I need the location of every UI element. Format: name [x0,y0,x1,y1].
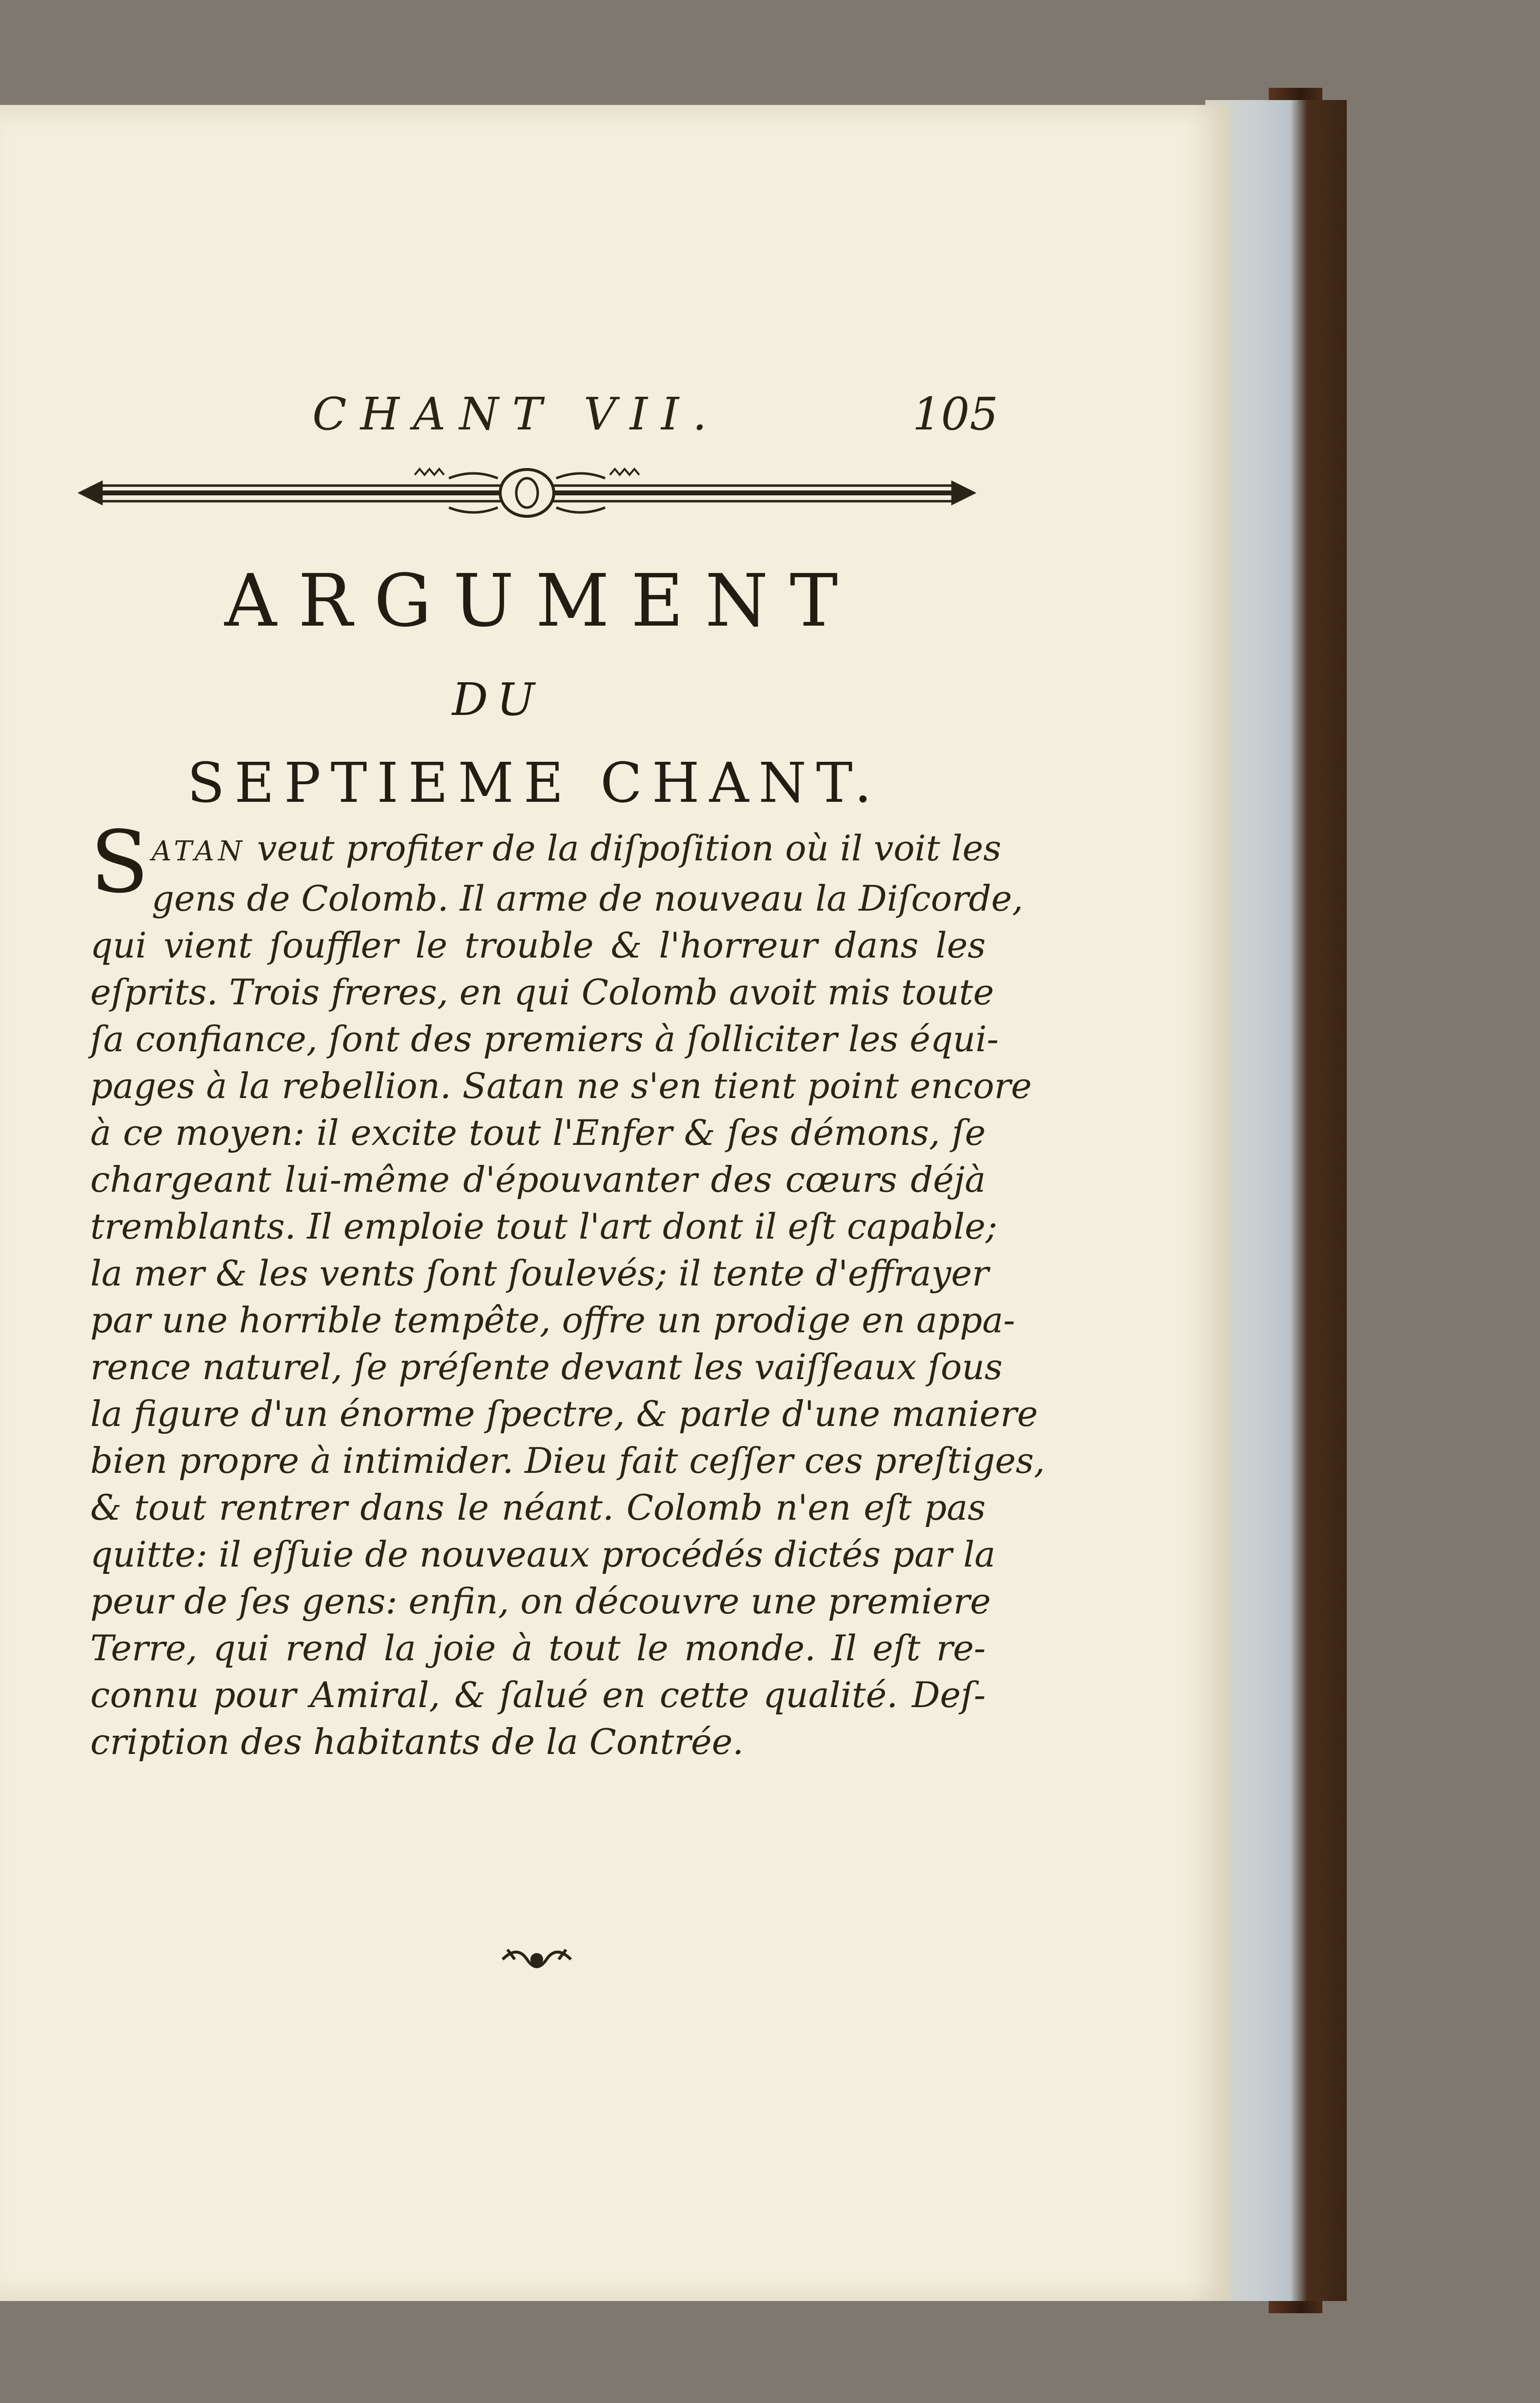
drop-cap: S [90,813,149,912]
page-number: 105 [912,388,998,440]
text-line: tremblants. Il emploie tout l'art dont il eſt capable; [90,1206,997,1247]
title-argument: ARGUMENT [224,559,860,643]
header-ornament-icon [73,466,981,520]
text-line: connu pour Amiral, & ſalué en cette qualité. Deſ- [90,1674,986,1715]
running-head: CHANT VII. [312,388,721,440]
text-line: eſprits. Trois freres, en qui Colomb avoit mis toute [90,972,994,1013]
book-page [0,105,1230,2301]
line-1-rest: veut profiter de la diſpoſition où il voit les [246,828,1001,869]
text-line: cription des habitants de la Contrée. [90,1721,744,1762]
argument-text [90,813,1045,1765]
text-line: rence naturel, ſe préſente devant les vaiſſeaux ſous [90,1346,1003,1387]
text-line: gens de Colomb. Il arme de nouveau la Diſcorde, [151,878,1023,919]
text-line: qui vient ſouffler le trouble & l'horreur dans les [90,925,986,966]
text-line: ſa confiance, ſont des premiers à ſolliciter les équi- [90,1018,999,1059]
text-line: la mer & les vents ſont ſoulevés; il tente d'effrayer [90,1253,989,1294]
title-du: DU [452,673,544,726]
text-line [90,825,1001,875]
text-line: chargeant lui-même d'épouvanter des cœurs déjà [90,1159,986,1200]
text-line: peur de ſes gens: enfin, on découvre une premiere [90,1581,991,1622]
text-line: par une horrible tempête, offre un prodige en appa- [90,1300,1015,1341]
text-line: & tout rentrer dans le néant. Colomb n'en eſt pas [90,1487,986,1528]
title-chant: SEPTIEME CHANT. [187,752,882,815]
text-line: la figure d'un énorme ſpectre, & parle d'une maniere [90,1393,1038,1434]
text-line: Terre, qui rend la joie à tout le monde. Il eſt re- [90,1628,986,1669]
text-line: bien propre à intimider. Dieu fait ceſſer ces preſtiges, [90,1440,1045,1481]
text-line: quitte: il eſſuie de nouveaux procédés dictés par la [90,1534,996,1575]
page-header [0,290,1230,440]
text-line: pages à la rebellion. Satan ne s'en tient point encore [90,1065,1032,1106]
end-ornament-icon [498,1940,576,1979]
text-line: à ce moyen: il excite tout l'Enfer & ſes démons, ſe [90,1112,986,1153]
first-word: ATAN [151,835,246,867]
